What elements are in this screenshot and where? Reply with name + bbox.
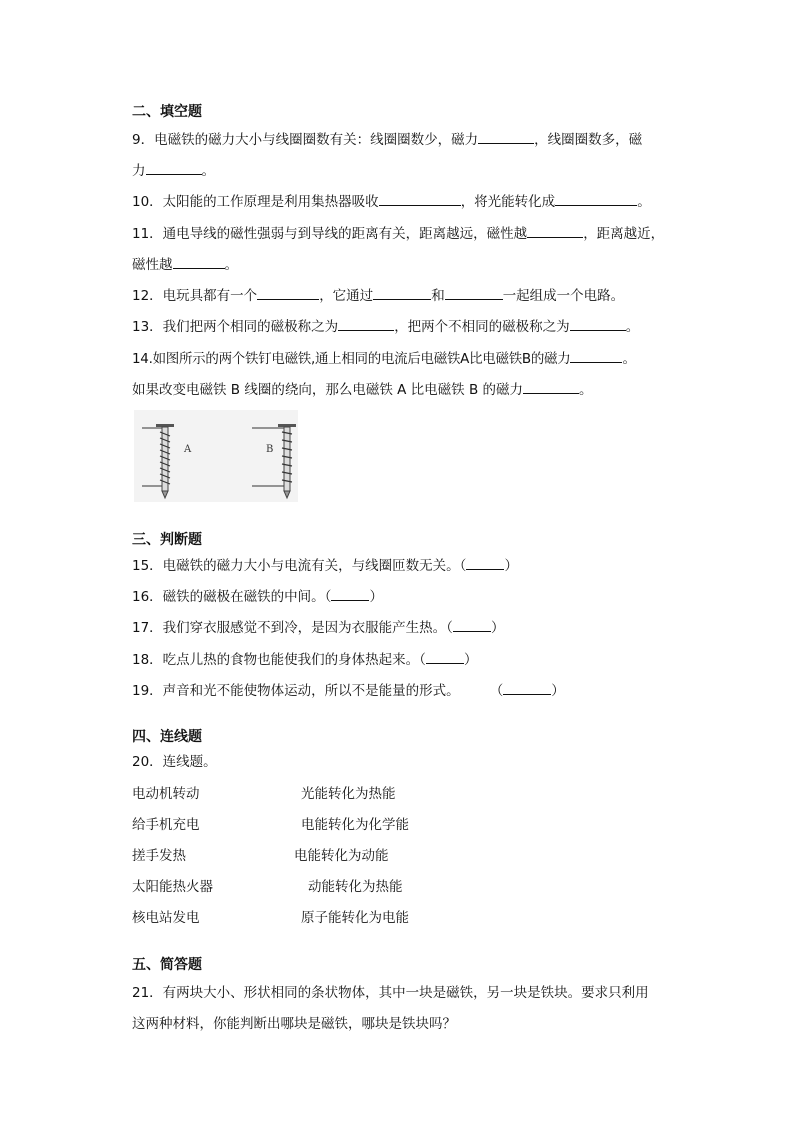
q14-blank-2[interactable]	[523, 379, 579, 394]
question-21-line-2: 这两种材料，你能判断出哪块是磁铁，哪块是铁块吗？	[132, 1016, 456, 1032]
question-21-line-1: 21．有两块大小、形状相同的条状物体，其中一块是磁铁，另一块是铁块。要求只利用	[132, 985, 649, 1001]
q9-text-b: ，线圈圈数多，磁	[534, 132, 643, 148]
match-right-1[interactable]: 光能转化为热能	[301, 786, 396, 802]
match-left-4[interactable]: 太阳能热火器	[132, 879, 213, 895]
q12-text-a: 12．电玩具都有一个	[132, 288, 258, 304]
q9-text-a: 9．电磁铁的磁力大小与线圈圈数有关：线圈圈数少，磁力	[132, 132, 479, 148]
q18-answer-blank[interactable]	[426, 649, 464, 664]
q14-blank-1[interactable]	[570, 348, 622, 363]
q10-text-a: 10．太阳能的工作原理是利用集热器吸收	[132, 194, 379, 210]
q13-blank-2[interactable]	[570, 316, 626, 331]
q11-text-b: ，距离越近，	[583, 226, 665, 242]
label-b: B	[266, 444, 274, 455]
question-9-line-1	[132, 129, 642, 150]
nail-electromagnet-drawing	[134, 410, 298, 502]
q12-text-c: 和	[431, 288, 445, 304]
q14-text-d: 。	[579, 382, 593, 398]
q13-text-c: 。	[625, 319, 640, 335]
question-12	[132, 285, 624, 306]
q11-blank-2[interactable]	[173, 254, 225, 269]
q13-text-b: ，把两个不相同的磁极称之为	[394, 319, 570, 335]
question-20: 20．连线题。	[132, 754, 217, 770]
q17-text: 17．我们穿衣服感觉不到冷，是因为衣服能产生热。（	[132, 620, 453, 636]
q9-text-d: 。	[201, 163, 215, 179]
q15-answer-blank[interactable]	[466, 555, 504, 570]
q14-text-b: 。	[622, 351, 636, 367]
q16-close-paren: ）	[369, 589, 383, 605]
q9-blank-2[interactable]	[146, 160, 202, 175]
q10-text-c: 。	[637, 194, 651, 210]
q17-answer-blank[interactable]	[453, 617, 491, 632]
question-11-line-1	[132, 223, 664, 244]
q16-answer-blank[interactable]	[331, 586, 369, 601]
match-right-3[interactable]: 电能转化为动能	[294, 848, 389, 864]
question-10	[132, 191, 651, 212]
question-11-line-2	[132, 254, 238, 275]
match-left-2[interactable]: 给手机充电	[132, 817, 200, 833]
q12-text-d: 一起组成一个电路。	[502, 288, 625, 304]
q17-close-paren: ）	[490, 620, 505, 636]
question-16	[132, 586, 383, 607]
q19-open-paren: （	[489, 683, 504, 699]
question-19	[132, 680, 565, 701]
q10-blank-2[interactable]	[555, 191, 637, 206]
q15-close-paren: ）	[504, 558, 518, 574]
question-14-line-1	[132, 348, 636, 369]
q16-text: 16．磁铁的磁极在磁铁的中间。（	[132, 589, 332, 605]
q19-answer-blank[interactable]	[503, 680, 551, 695]
match-right-2[interactable]: 电能转化为化学能	[301, 817, 409, 833]
match-left-5[interactable]: 核电站发电	[132, 910, 200, 926]
q19-text: 19．声音和光不能使物体运动，所以不是能量的形式。	[132, 683, 460, 699]
q19-close-paren: ）	[551, 683, 565, 699]
q14-text-c: 如果改变电磁铁 B 线圈的绕向，那么电磁铁 A 比电磁铁 B 的磁力	[132, 382, 524, 398]
q11-blank-1[interactable]	[527, 223, 583, 238]
q11-text-a: 11．通电导线的磁性强弱与到导线的距离有关，距离越远，磁性越	[132, 226, 528, 242]
q18-text: 18．吃点儿热的食物也能使我们的身体热起来。（	[132, 652, 426, 668]
question-18	[132, 649, 477, 670]
q10-text-b: ，将光能转化成	[460, 194, 556, 210]
q9-blank-1[interactable]	[478, 129, 534, 144]
q12-blank-3[interactable]	[445, 285, 503, 300]
question-13	[132, 316, 639, 337]
q11-text-c: 磁性越	[132, 257, 173, 273]
q14-text-a: 14.如图所示的两个铁钉电磁铁,通上相同的电流后电磁铁A比电磁铁B的磁力	[132, 351, 571, 367]
q12-blank-2[interactable]	[373, 285, 431, 300]
q12-text-b: ，它通过	[319, 288, 374, 304]
match-right-5[interactable]: 原子能转化为电能	[301, 910, 409, 926]
question-17	[132, 617, 504, 638]
q15-text: 15．电磁铁的磁力大小与电流有关，与线圈匝数无关。（	[132, 558, 467, 574]
section-title-fill-in: 二、填空题	[132, 104, 202, 120]
question-14-line-2	[132, 379, 593, 400]
q13-text-a: 13．我们把两个相同的磁极称之为	[132, 319, 339, 335]
question-9-line-2	[132, 160, 215, 181]
section-title-short-answer: 五、简答题	[132, 957, 202, 973]
q13-blank-1[interactable]	[338, 316, 394, 331]
match-left-3[interactable]: 搓手发热	[132, 848, 186, 864]
q10-blank-1[interactable]	[379, 191, 461, 206]
q9-text-c: 力	[132, 163, 146, 179]
q12-blank-1[interactable]	[257, 285, 319, 300]
q11-text-d: 。	[224, 257, 238, 273]
section-title-match: 四、连线题	[132, 729, 202, 745]
label-a: A	[184, 444, 192, 455]
match-right-4[interactable]: 动能转化为热能	[308, 879, 403, 895]
section-title-judge: 三、判断题	[132, 532, 202, 548]
question-15	[132, 555, 518, 576]
q18-close-paren: ）	[463, 652, 478, 668]
nail-electromagnet-figure	[134, 410, 298, 502]
match-left-1[interactable]: 电动机转动	[132, 786, 200, 802]
